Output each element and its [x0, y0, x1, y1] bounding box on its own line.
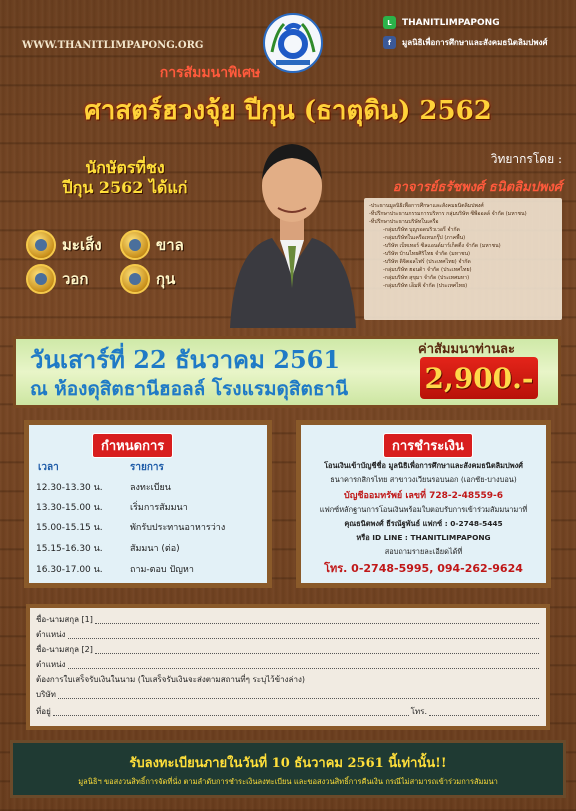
schedule-time: 12.30-13.30 น.	[36, 483, 103, 493]
form-label: ต้องการใบเสร็จรับเงินในนาม (ใบเสร็จรับเงินจะส่งตามสถานที่ๆ ระบุไว้ข้างล่าง)	[36, 675, 305, 684]
schedule-time: 13.30-15.00 น.	[36, 503, 103, 513]
schedule-item: ถาม-ตอบ ปัญหา	[130, 565, 194, 575]
schedule-row	[36, 520, 266, 534]
schedule-col-item: รายการ	[130, 462, 164, 473]
zodiac-label: ขาล	[156, 236, 184, 254]
zodiac-item	[120, 264, 175, 294]
zodiac-heading	[40, 158, 210, 198]
form-company-field[interactable]	[36, 688, 541, 701]
payment-line: สอบถามรายละเอียดได้ที่	[384, 547, 463, 556]
credential-line: -กลุ่มบริษัท สุขุมา จำกัด (ประเทศมหา)	[383, 275, 470, 281]
payment-line: คุณธนิตพงศ์ ธีรณัฐพันธ์ แฟกซ์ : 0-2748-5445	[344, 519, 503, 528]
credential-line: -ประธานมูลนิธิเพื่อการศึกษาและสังคมธนิตลิมปพงศ์	[369, 203, 484, 209]
form-label: ที่อยู่	[36, 707, 51, 716]
schedule-row	[36, 541, 266, 555]
credential-line: -บริษัท บ้านไทยศิริไทย จำกัด (มหาชน)	[383, 251, 471, 257]
form-name2-field[interactable]	[36, 643, 541, 656]
zodiac-coin-icon	[26, 230, 56, 260]
form-name1-field[interactable]	[36, 613, 541, 626]
zodiac-item	[26, 230, 102, 260]
zodiac-item	[26, 264, 89, 294]
credential-line: -ที่ปรึกษาประธานกรรมการบริหาร กลุ่มบริษัท ซีพีออลล์ จำกัด (มหาชน)	[369, 211, 527, 217]
form-label: บริษัท	[36, 690, 56, 699]
credential-line: -บริษัท เบ็ทเทอร์ ซีลแอนด์มาร์เก็ตติ้ง จำกัด (มหาชน)	[383, 243, 501, 249]
speaker-heading: วิทยากรโดย :	[490, 152, 562, 166]
schedule-item: เริ่มการสัมมนา	[130, 503, 188, 513]
payment-line: แฟกซ์หลักฐานการโอนเงินพร้อมใบตอบรับการเข้าร่วมสัมมนามาที่	[319, 505, 528, 514]
form-label: ชื่อ-นามสกุล [1]	[36, 615, 93, 624]
fee-amount: 2,900.-	[420, 357, 538, 399]
credential-line: -บริษัท ดิจิตอลไฟร์ (ประเทศไทย) จำกัด	[383, 259, 471, 265]
schedule-row	[36, 562, 266, 576]
facebook-name: มูลนิธิเพื่อการศึกษาและสังคมธนิตลิมปพงศ์	[402, 38, 548, 47]
zodiac-coin-icon	[120, 264, 150, 294]
payment-line: หรือ ID LINE : THANITLIMPAPONG	[356, 533, 491, 542]
line-contact[interactable]	[383, 16, 500, 29]
schedule-item: พักรับประทานอาหารว่าง	[130, 523, 226, 533]
credential-line: -กลุ่มบริษัท ฮอนด้า จำกัด (ประเทศไทย)	[383, 267, 472, 273]
event-venue: ณ ห้องดุสิตธานีฮอลล์ โรงแรมดุสิตธานี	[30, 378, 349, 400]
schedule-row	[36, 500, 266, 514]
credential-line: -กลุ่มบริษัทในเครือเทนกรุ๊ป (ภาคพื้น)	[383, 235, 466, 241]
form-position1-field[interactable]	[36, 628, 541, 641]
zodiac-label: วอก	[62, 270, 89, 288]
payment-tag: การชำระเงิน	[383, 433, 473, 458]
zodiac-item	[120, 230, 184, 260]
fee-label: ค่าสัมมนาท่านละ	[418, 342, 515, 357]
facebook-contact[interactable]	[383, 36, 548, 49]
event-date: วันเสาร์ที่ 22 ธันวาคม 2561	[30, 345, 341, 374]
payment-line: ธนาคารกสิกรไทย สาขาวงเวียนรอบนอก (เอกชัย-บางบอน)	[330, 475, 517, 484]
zodiac-heading-line1: นักษัตรที่ชง	[85, 158, 165, 177]
credential-line: -กลุ่มบริษัท บุญรอดบริวเวอรี่ จำกัด	[383, 227, 460, 233]
line-icon: L	[383, 16, 396, 29]
schedule-row	[36, 480, 266, 494]
seminar-title: ศาสตร์ฮวงจุ้ย ปีกุน (ธาตุดิน) 2562	[84, 96, 492, 126]
form-receipt-note	[36, 673, 541, 686]
line-id: THANITLIMPAPONG	[402, 17, 500, 28]
zodiac-label: กุน	[156, 270, 176, 288]
schedule-time: 15.00-15.15 น.	[36, 523, 103, 533]
form-address-field[interactable]	[36, 705, 541, 718]
footer-note: มูลนิธิฯ ขอสงวนสิทธิ์การจัดที่นั่ง ตามลำดับการชำระเงินลงทะเบียน และขอสงวนสิทธิ์การคืนเงิน กรณีไม่สามารถเข้าร่วมการสัมมนา	[78, 777, 498, 786]
credential-line: -กลุ่มบริษัท เอ็มพี จำกัด (ประเทศไทย)	[383, 283, 468, 289]
form-position2-field[interactable]	[36, 658, 541, 671]
speaker-credentials	[364, 198, 562, 320]
registration-deadline: รับลงทะเบียนภายในวันที่ 10 ธันวาคม 2561 นี้เท่านั้น!!	[129, 756, 447, 771]
zodiac-coin-icon	[120, 230, 150, 260]
zodiac-heading-line2: ปีกุน 2562 ได้แก่	[62, 178, 188, 197]
schedule-col-time: เวลา	[38, 462, 59, 473]
payment-line: บัญชีออมทรัพย์ เลขที่ 728-2-48559-6	[344, 491, 503, 501]
schedule-item: ลงทะเบียน	[130, 483, 171, 493]
schedule-item: สัมมนา (ต่อ)	[130, 544, 180, 554]
form-label: ตำแหน่ง	[36, 660, 66, 669]
schedule-tag: กำหนดการ	[92, 433, 173, 458]
speaker-photo	[222, 128, 362, 328]
website-url[interactable]: WWW.THANITLIMPAPONG.ORG	[22, 40, 204, 51]
seminar-subtitle: การสัมมนาพิเศษ	[159, 65, 261, 81]
zodiac-label: มะเส็ง	[62, 236, 102, 254]
zodiac-coin-icon	[26, 264, 56, 294]
form-label: โทร.	[410, 707, 427, 716]
credential-line: -ที่ปรึกษาประธานบริษัทในเครือ	[369, 219, 439, 225]
speaker-name: อาจารย์ธรัชพงศ์ ธนิตลิมปพงศ์	[392, 180, 562, 195]
form-label: ชื่อ-นามสกุล [2]	[36, 645, 93, 654]
schedule-time: 15.15-16.30 น.	[36, 544, 103, 554]
payment-line: โอนเงินเข้าบัญชีชื่อ มูลนิธิเพื่อการศึกษาและสังคมธนิตลิมปพงศ์	[324, 461, 523, 470]
payment-phone: โทร. 0-2748-5995, 094-262-9624	[324, 562, 523, 575]
facebook-icon: f	[383, 36, 396, 49]
schedule-time: 16.30-17.00 น.	[36, 565, 103, 575]
form-label: ตำแหน่ง	[36, 630, 66, 639]
